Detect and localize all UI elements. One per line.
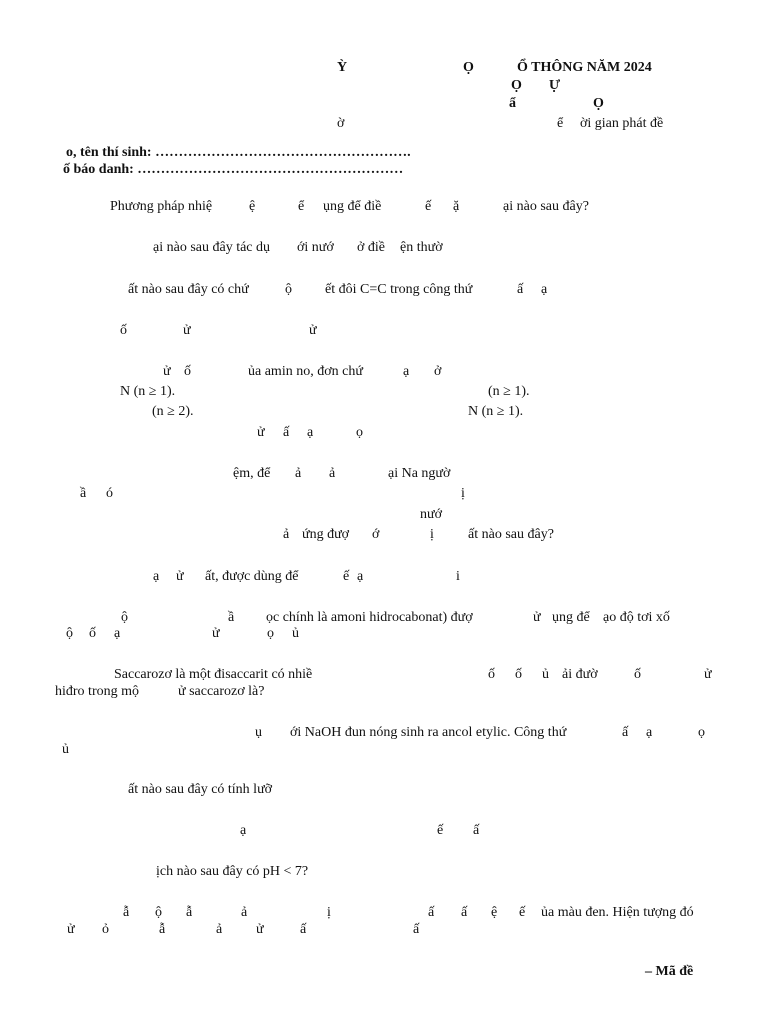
answer-options-text: N (n ≥ 1). <box>120 384 176 399</box>
exam-header-text: Ổ THÔNG NĂM 2024 <box>517 60 652 75</box>
question-text: ử <box>67 922 75 937</box>
answer-options-text: (n ≥ 1). <box>488 384 530 399</box>
question-text: ử <box>256 922 264 937</box>
question-text: ẫ <box>186 905 193 920</box>
answer-options-text: ạ <box>240 823 247 838</box>
answer-options-text: ế <box>437 823 444 838</box>
question-text: ẫ <box>123 905 130 920</box>
question-text: ó <box>106 486 113 501</box>
question-text: ả <box>241 905 248 920</box>
question-text: ộ <box>155 905 162 920</box>
answer-options-text: N (n ≥ 1). <box>468 404 524 419</box>
question-text: ệ <box>491 905 498 920</box>
question-text: ất nào sau đây? <box>468 527 554 542</box>
question-text: ế <box>519 905 526 920</box>
question-text: ện thườ <box>400 240 443 255</box>
question-text: ầ <box>80 486 87 501</box>
question-text: ở điề <box>357 240 386 255</box>
question-text: ả <box>283 527 290 542</box>
question-text: ải đườ <box>562 667 598 682</box>
question-text: ạ <box>357 569 364 584</box>
question-text: ủa amin no, đơn chứ <box>248 364 363 379</box>
question-text: ệm, để <box>233 466 271 481</box>
exam-header-text: Ọ <box>511 78 522 93</box>
question-text: ọ <box>356 425 363 440</box>
question-text: ử <box>212 626 220 641</box>
exam-header-text: Ọ <box>463 60 474 75</box>
question-text: ới NaOH đun nóng sinh ra ancol etylic. Công thứ <box>290 725 567 740</box>
question-text: ứng đượ <box>302 527 350 542</box>
question-text: ử <box>163 364 171 379</box>
exam-header-text: Ỳ <box>337 60 348 75</box>
question-text: ấ <box>283 425 290 440</box>
question-text: ạo độ tơi xố <box>603 610 670 625</box>
question-text: ị <box>430 527 434 542</box>
question-text: ỏ <box>102 922 109 937</box>
exam-header-text: ể <box>557 116 564 131</box>
question-text: ộ <box>121 610 128 625</box>
question-text: ấ <box>622 725 629 740</box>
question-text: ọc chính là amoni hidrocabonat) đượ <box>266 610 473 625</box>
question-text: ầ <box>228 610 235 625</box>
exam-header-text: Ọ <box>593 96 604 111</box>
question-text: ủ <box>542 667 549 682</box>
question-text: ạ <box>307 425 314 440</box>
question-text: ại Na ngườ <box>388 466 451 481</box>
question-text: Phương pháp nhiệ <box>110 199 213 214</box>
question-text: ạ <box>646 725 653 740</box>
exam-header-text: Ự <box>549 78 561 93</box>
question-text: ẫ <box>159 922 166 937</box>
question-text: ọ <box>698 725 705 740</box>
question-text: ạ <box>403 364 410 379</box>
question-text: ụng để điề <box>323 199 382 214</box>
question-text: ử <box>176 569 184 584</box>
question-text: ất, được dùng để <box>205 569 299 584</box>
exam-header-text: ời gian phát đề <box>580 116 664 131</box>
question-text: ử <box>704 667 712 682</box>
question-text: ạ <box>153 569 160 584</box>
candidate-number-line: ố báo danh: ………………………………………………… <box>63 162 404 177</box>
question-text: ế <box>425 199 432 214</box>
candidate-name-line: o, tên thí sinh: ………………………………………………. <box>66 145 411 160</box>
question-text: ị <box>461 486 465 501</box>
answer-options-text: ử <box>183 323 191 338</box>
exam-header-text: ờ <box>337 116 345 131</box>
question-text: i <box>456 569 460 584</box>
question-text: ử <box>257 425 265 440</box>
question-text: ạ <box>541 282 548 297</box>
question-text: ủ <box>292 626 299 641</box>
question-text: ại nào sau đây tác dụ <box>153 240 271 255</box>
question-text: ử saccarozơ là? <box>178 684 265 699</box>
answer-options-text: ấ <box>473 823 480 838</box>
question-text: ại nào sau đây? <box>503 199 589 214</box>
question-text: ấ <box>428 905 435 920</box>
question-text: ả <box>329 466 336 481</box>
question-text: ố <box>184 364 191 379</box>
question-text: ố <box>488 667 495 682</box>
question-text: ộ <box>285 282 292 297</box>
question-text: ế <box>343 569 350 584</box>
question-text: ết đôi C=C trong công thứ <box>325 282 473 297</box>
exam-code-label: – Mã đề <box>645 964 694 979</box>
question-text: ộ <box>66 626 73 641</box>
question-text: ả <box>216 922 223 937</box>
question-text: ất nào sau đây có tính lưỡ <box>128 782 273 797</box>
question-text: ả <box>295 466 302 481</box>
question-text: hiđro trong mộ <box>55 684 139 699</box>
question-text: ụng để <box>552 610 590 625</box>
question-text: ọ <box>267 626 274 641</box>
question-text: ới nướ <box>297 240 334 255</box>
question-text: ệ <box>249 199 256 214</box>
question-text: ố <box>515 667 522 682</box>
question-text: ố <box>634 667 641 682</box>
question-text: ủa màu đen. Hiện tượng đó <box>541 905 694 920</box>
question-text: ấ <box>461 905 468 920</box>
question-text: ụ <box>255 725 262 740</box>
question-text: ớ <box>372 527 380 542</box>
exam-header-text: ẩ <box>509 96 516 111</box>
question-text: Saccarozơ là một đisaccarit có nhiề <box>114 667 313 682</box>
question-text: ấ <box>517 282 524 297</box>
question-text: nướ <box>420 507 442 522</box>
answer-options-text: ố <box>120 323 127 338</box>
question-text: ị <box>327 905 331 920</box>
question-text: ở <box>434 364 442 379</box>
question-text: ặ <box>453 199 460 214</box>
question-text: ấ <box>300 922 307 937</box>
question-text: ịch nào sau đây có pH < 7? <box>156 864 309 879</box>
question-text: ố <box>89 626 96 641</box>
answer-options-text: ử <box>309 323 317 338</box>
question-text: ạ <box>114 626 121 641</box>
question-text: ất nào sau đây có chứ <box>128 282 249 297</box>
question-text: ử <box>533 610 541 625</box>
question-text: ể <box>298 199 305 214</box>
answer-options-text: (n ≥ 2). <box>152 404 194 419</box>
question-text: ấ <box>413 922 420 937</box>
question-text: ủ <box>62 742 69 757</box>
